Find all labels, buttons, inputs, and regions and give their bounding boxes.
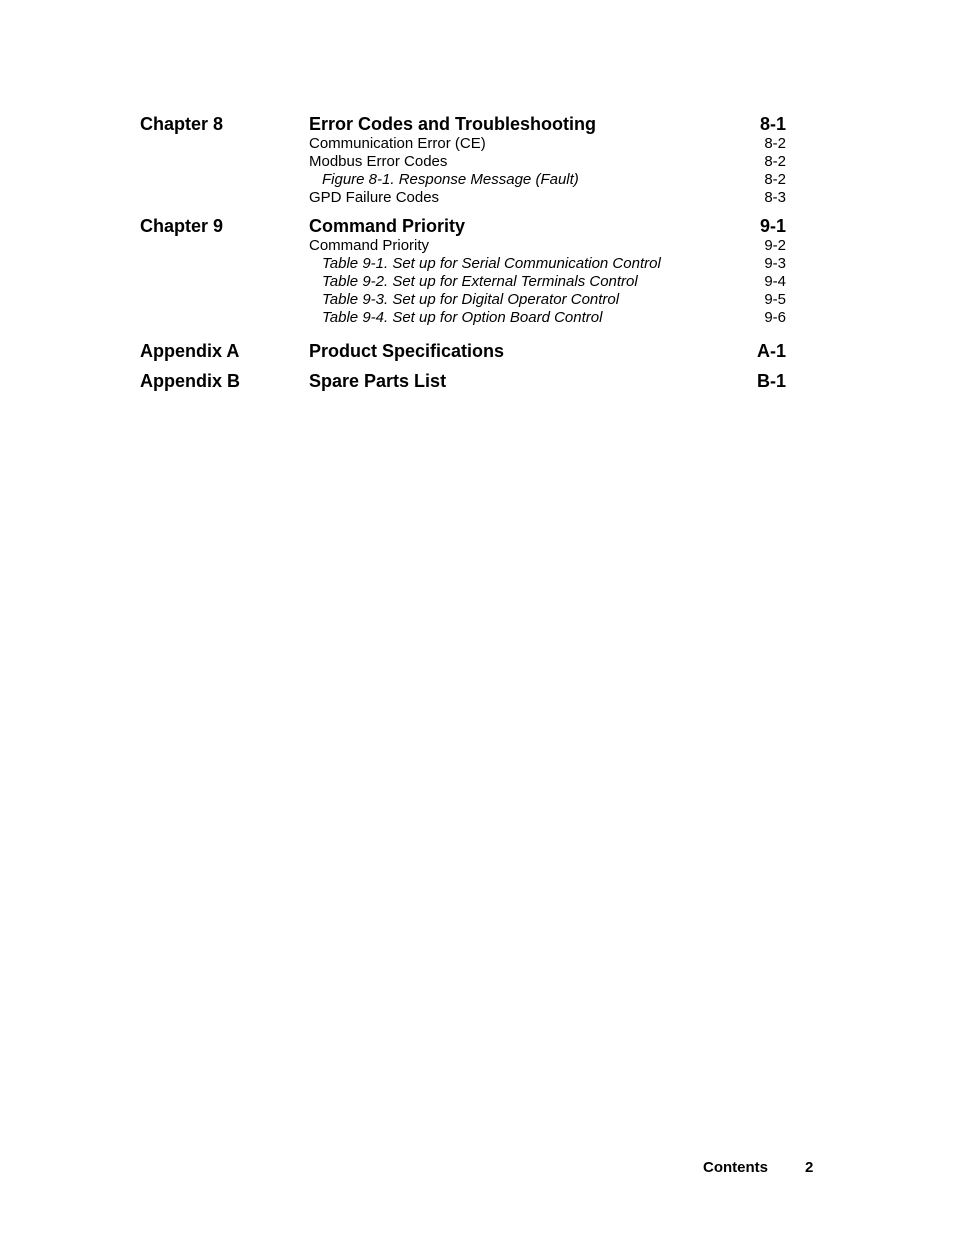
toc-entry-text: Figure 8-1. Response Message (Fault) xyxy=(322,171,579,188)
toc-entry-text: Table 9-2. Set up for External Terminals Control xyxy=(322,273,638,290)
toc-entry-text: Communication Error (CE) xyxy=(309,135,486,152)
toc-heading-row[interactable] xyxy=(140,215,786,237)
toc-entry-text: Modbus Error Codes xyxy=(309,153,448,170)
footer-page-number: 2 xyxy=(805,1159,814,1176)
chapter-label: Appendix A xyxy=(140,341,240,361)
toc-entry-text: Table 9-4. Set up for Option Board Control xyxy=(322,309,603,326)
toc-entry-page: 9-2 xyxy=(764,237,786,254)
chapter-label: Chapter 8 xyxy=(140,114,224,134)
chapter-title: Spare Parts List xyxy=(309,371,447,391)
toc-entry-figure[interactable] xyxy=(140,171,786,189)
toc-section-chapter-8 xyxy=(140,113,786,207)
toc-entry-table[interactable] xyxy=(140,309,786,327)
chapter-label: Appendix B xyxy=(140,371,241,391)
footer-section-label: Contents xyxy=(703,1159,768,1176)
toc-heading-row[interactable] xyxy=(140,340,786,362)
toc-entry-page: 8-2 xyxy=(764,135,786,152)
toc-entry-table[interactable] xyxy=(140,273,786,291)
toc-heading-row[interactable] xyxy=(140,113,786,135)
chapter-title: Error Codes and Troubleshooting xyxy=(309,114,597,134)
chapter-page-number: B-1 xyxy=(756,371,786,391)
toc-entry-table[interactable] xyxy=(140,291,786,309)
chapter-label: Chapter 9 xyxy=(140,216,224,236)
toc-heading-row[interactable] xyxy=(140,370,786,392)
toc-entry-page: 9-5 xyxy=(764,291,786,308)
toc-entry-text: Table 9-3. Set up for Digital Operator Control xyxy=(322,291,620,308)
toc-entries xyxy=(140,237,786,327)
toc-section-chapter-9 xyxy=(140,215,786,327)
toc-entry-page: 8-2 xyxy=(764,153,786,170)
table-of-contents xyxy=(140,113,786,392)
toc-entry-page: 8-2 xyxy=(764,171,786,188)
chapter-title: Command Priority xyxy=(309,216,466,236)
toc-entry[interactable] xyxy=(140,237,786,255)
toc-entry-text: Table 9-1. Set up for Serial Communication Control xyxy=(322,255,661,272)
toc-section-appendix-b xyxy=(140,370,786,392)
toc-entry-text: Command Priority xyxy=(309,237,430,254)
toc-entry[interactable] xyxy=(140,153,786,171)
toc-entry-text: GPD Failure Codes xyxy=(309,189,440,206)
toc-entry[interactable] xyxy=(140,135,786,153)
toc-entry-table[interactable] xyxy=(140,255,786,273)
chapter-page-number: 8-1 xyxy=(759,114,786,134)
toc-entry-page: 9-3 xyxy=(764,255,786,272)
toc-section-appendix-a xyxy=(140,340,786,362)
toc-entry-page: 9-4 xyxy=(764,273,786,290)
toc-entries xyxy=(140,135,786,207)
toc-entry-page: 8-3 xyxy=(764,189,786,206)
chapter-title: Product Specifications xyxy=(309,341,505,361)
chapter-page-number: A-1 xyxy=(756,341,786,361)
toc-entry[interactable] xyxy=(140,189,786,207)
chapter-page-number: 9-1 xyxy=(759,216,786,236)
toc-entry-page: 9-6 xyxy=(764,309,786,326)
